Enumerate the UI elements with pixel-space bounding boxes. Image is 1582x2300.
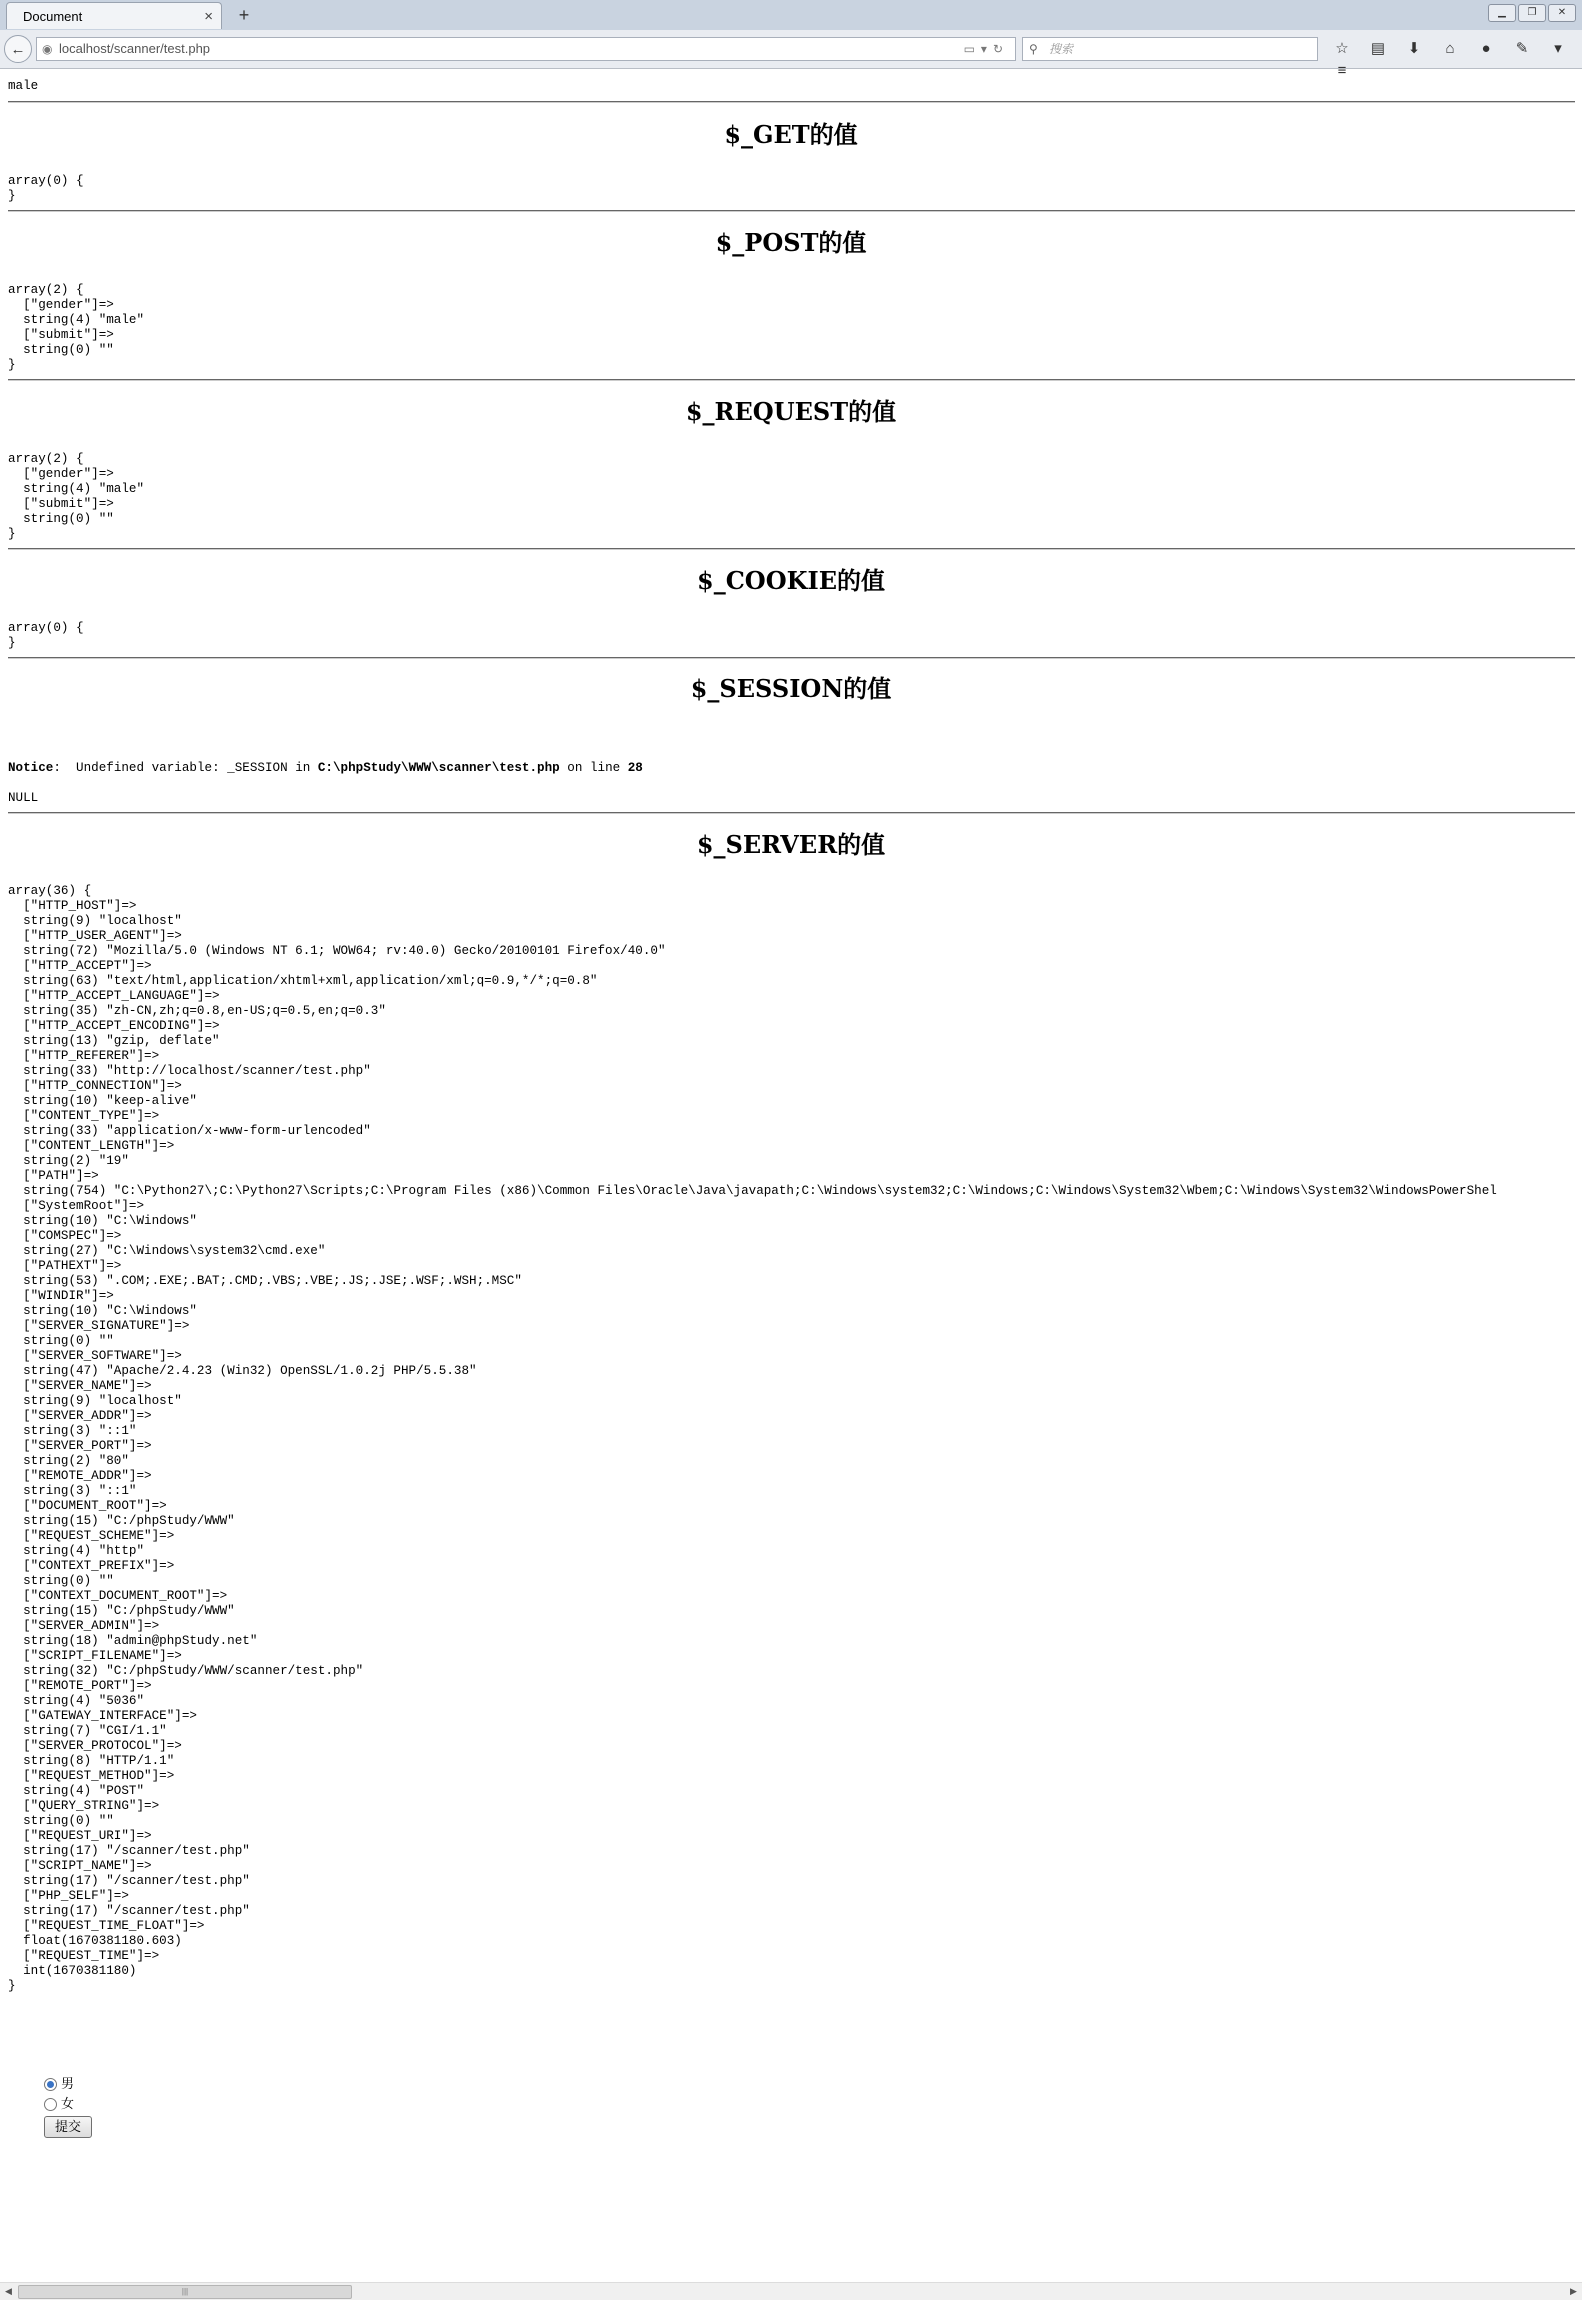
minimize-button[interactable]: ▁ — [1488, 4, 1516, 22]
toolbar-icons — [1328, 38, 1582, 79]
post-heading: $_POST的值 — [715, 228, 867, 257]
gender-form — [44, 2074, 92, 2138]
new-tab-button[interactable]: + — [238, 5, 250, 25]
request-heading: $_REQUEST的值 — [685, 397, 897, 426]
radio-female[interactable] — [44, 2098, 57, 2111]
search-placeholder: 搜索 — [1049, 42, 1074, 56]
server-dump: array(36) { ["HTTP_HOST"]=> string(9) "localhost" ["HTTP_USER_AGENT"]=> string(72) "Mozilla/5.0 (Windows NT 6.1; WOW64; rv:40.0) Gecko/20100101 Firefox/40.0" ["HTTP_ACCEPT"]=> string(63) "text/html,application/xhtml+xml,application/xml;q=0.9,*/*;q=0.8" ["HTTP_ACCEPT_LANGUAGE"]=> string(35) "zh-CN,zh;q=0.8,en-US;q=0.5,en;q=0.3" ["HTTP_ACCEPT_ENCODING"]=> string(13) "gzip, deflate" ["HTTP_REFERER"]=> string(33) "http://localhost/scanner/test.php" ["HTTP_CONNECTION"]=> string(10) "keep-alive" ["CONTENT_TYPE"]=> string(33) "application/x-www-form-urlencoded" ["CONTENT_LENGTH"]=> string(2) "19" ["PATH"]=> string(754) "C:\Python27\;C:\Python27\Scripts;C:\Program Files (x86)\Common Files\Oracle\Java\javapath;C:\Windows\system32;C:\Windows;C:\Windows\System32\Wbem;C:\Windows\System32\WindowsPowerShel ["SystemRoot"]=> string(10) "C:\Windows" ["COMSPEC"]=> string(27) "C:\Windows\system32\cmd.exe" ["PATHEXT"]=> string(53) ".COM;.EXE;.BAT;.CMD;.VBS;.VBE;.JS;.JSE;.WSF;.WSH;.MSC" ["WINDIR"]=> string(10) "C:\Windows" ["SERVER_SIGNATURE"]=> string(0) "" ["SERVER_SOFTWARE"]=> string(47) "Apache/2.4.23 (Win32) OpenSSL/1.0.2j PHP/5.5.38" ["SERVER_NAME"]=> string(9) "localhost" ["SERVER_ADDR"]=> string(3) "::1" ["SERVER_PORT"]=> string(2) "80" ["REMOTE_ADDR"]=> string(3) "::1" ["DOCUMENT_ROOT"]=> string(15) "C:/phpStudy/WWW" ["REQUEST_SCHEME"]=> string(4) "http" ["CONTEXT_PREFIX"]=> string(0) "" ["CONTEXT_DOCUMENT_ROOT"]=> string(15) "C:/phpStudy/WWW" ["SERVER_ADMIN"]=> string(18) "admin@phpStudy.net" ["SCRIPT_FILENAME"]=> string(32) "C:/phpStudy/WWW/scanner/test.php" ["REMOTE_PORT"]=> string(4) "5036" ["GATEWAY_INTERFACE"]=> string(7) "CGI/1.1" ["SERVER_PROTOCOL"]=> string(8) "HTTP/1.1" ["REQUEST_METHOD"]=> string(4) "POST" ["QUERY_STRING"]=> string(0) "" ["REQUEST_URI"]=> string(17) "/scanner/test.php" ["SCRIPT_NAME"]=> string(17) "/scanner/test.php" ["PHP_SELF"]=> string(17) "/scanner/test.php" ["REQUEST_TIME_FLOAT"]=> float(1670381180.603) ["REQUEST_TIME"]=> int(1670381180) } — [8, 884, 1497, 1993]
page-content — [0, 68, 1582, 2282]
address-bar[interactable] — [36, 37, 1016, 61]
addon-icon[interactable]: ✎ — [1515, 40, 1529, 57]
close-tab-icon[interactable]: × — [204, 8, 213, 25]
horizontal-scrollbar[interactable] — [0, 2282, 1582, 2300]
submit-button[interactable]: 提交 — [44, 2116, 92, 2138]
bookmark-star-icon[interactable]: ☆ — [1335, 40, 1349, 57]
session-notice — [8, 761, 643, 776]
request-dump: array(2) { ["gender"]=> string(4) "male" ["submit"]=> string(0) "" } — [8, 452, 145, 541]
session-dump: NULL — [8, 791, 39, 805]
get-dump: array(0) { } — [8, 174, 84, 203]
notice-text: : Undefined variable: _SESSION in — [53, 761, 318, 775]
download-icon[interactable]: ⬇ — [1407, 40, 1421, 57]
url-text: localhost/scanner/test.php — [59, 41, 211, 56]
search-bar[interactable] — [1022, 37, 1318, 61]
dropdown-icon[interactable]: ▾ — [1554, 40, 1562, 57]
back-button[interactable]: ← — [4, 35, 32, 63]
cookie-heading: $_COOKIE的值 — [697, 566, 885, 595]
post-dump: array(2) { ["gender"]=> string(4) "male" ["submit"]=> string(0) "" } — [8, 283, 145, 372]
tab-document[interactable] — [6, 2, 222, 29]
reading-list-icon[interactable]: ▤ — [1370, 40, 1386, 57]
cookie-dump: array(0) { } — [8, 621, 84, 650]
notice-on: on line — [559, 761, 628, 775]
divider — [8, 101, 1575, 103]
notice-line: 28 — [627, 761, 643, 775]
radio-male[interactable] — [44, 2078, 57, 2091]
scroll-left-arrow-icon[interactable]: ◀ — [5, 2286, 12, 2296]
notice-label: Notice — [8, 761, 54, 775]
tab-strip — [0, 0, 1582, 30]
menu-icon[interactable]: ≡ — [1337, 62, 1347, 79]
browser-chrome — [0, 0, 1582, 79]
navigation-bar — [0, 31, 1582, 79]
divider — [8, 812, 1575, 814]
get-heading: $_GET的值 — [724, 120, 858, 149]
chat-icon[interactable]: ● — [1481, 40, 1491, 57]
divider — [8, 548, 1575, 550]
radio-label-female: 女 — [61, 2096, 75, 2111]
scroll-thumb[interactable]: ||| — [18, 2285, 352, 2299]
radio-option-male[interactable] — [44, 2074, 92, 2094]
notice-path: C:\phpStudy\WWW\scanner\test.php — [317, 761, 560, 775]
session-heading: $_SESSION的值 — [690, 674, 892, 703]
globe-icon: ◉ — [42, 42, 53, 56]
server-heading: $_SERVER的值 — [696, 830, 886, 859]
search-icon: ⚲ — [1029, 42, 1038, 56]
restore-button[interactable]: ❐ — [1518, 4, 1546, 22]
top-value: male — [8, 79, 39, 93]
divider — [8, 657, 1575, 659]
home-icon[interactable]: ⌂ — [1445, 40, 1455, 57]
window-controls — [1486, 2, 1576, 20]
close-window-button[interactable]: ✕ — [1548, 4, 1576, 22]
radio-option-female[interactable] — [44, 2094, 92, 2114]
divider — [8, 379, 1575, 381]
scroll-right-arrow-icon[interactable]: ▶ — [1570, 2286, 1577, 2296]
tab-title: Document — [23, 9, 83, 24]
radio-label-male: 男 — [61, 2076, 75, 2091]
reader-reload-icons[interactable]: ▭▾↻ — [963, 42, 1009, 56]
divider — [8, 210, 1575, 212]
